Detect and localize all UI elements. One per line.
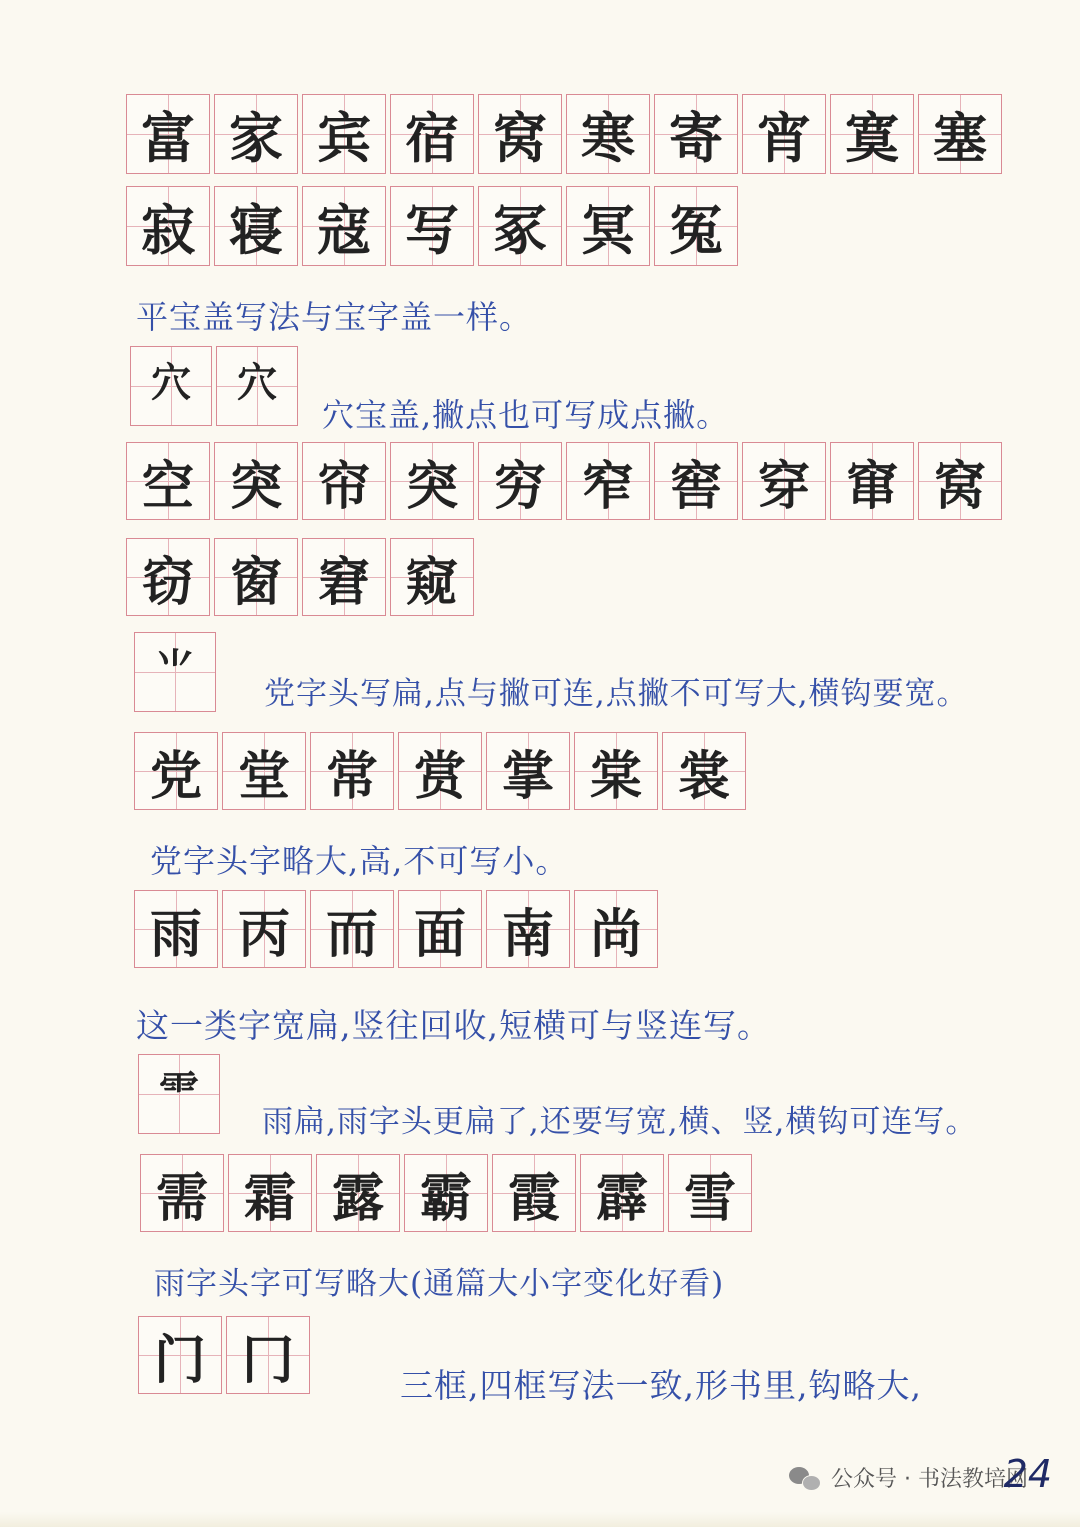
character-cell: 霹 <box>580 1154 664 1232</box>
character-cell: 党 <box>134 732 218 810</box>
character-cell: 窥 <box>390 538 474 616</box>
radical-cell: ⺌ <box>134 632 216 712</box>
character-cell: 宾 <box>302 94 386 174</box>
character-cell: 窗 <box>214 538 298 616</box>
character-cell: 窝 <box>918 442 1002 520</box>
character-cell: 堂 <box>222 732 306 810</box>
character-cell: 宿 <box>390 94 474 174</box>
character-cell: 棠 <box>574 732 658 810</box>
character-cell: 裳 <box>662 732 746 810</box>
note-6: 雨扁,雨字头更扁了,还要写宽,横、竖,横钩可连写。 <box>262 1104 978 1140</box>
character-cell: 帘 <box>302 442 386 520</box>
character-cell: 窘 <box>302 538 386 616</box>
character-cell: 窝 <box>478 94 562 174</box>
character-cell: 窃 <box>126 538 210 616</box>
character-cell: 尚 <box>574 890 658 968</box>
character-cell: 家 <box>214 94 298 174</box>
radical-cell: 穴 <box>216 346 298 426</box>
character-cell: 而 <box>310 890 394 968</box>
note-1: 平宝盖写法与宝字盖一样。 <box>136 298 533 336</box>
wechat-icon <box>789 1465 821 1491</box>
character-cell: 寄 <box>654 94 738 174</box>
radical-row-3 <box>138 1054 220 1134</box>
character-cell: 雨 <box>134 890 218 968</box>
character-cell: 掌 <box>486 732 570 810</box>
note-7: 雨字头字可写略大(通篇大小字变化好看) <box>154 1266 725 1302</box>
character-cell: 穿 <box>742 442 826 520</box>
character-cell: 窜 <box>830 442 914 520</box>
character-cell: 露 <box>316 1154 400 1232</box>
practice-row-4 <box>126 538 474 616</box>
radical-row-2 <box>134 632 216 712</box>
page-number: 24 <box>1003 1452 1052 1496</box>
note-3: 党字头写扁,点与撇可连,点撇不可写大,横钩要宽。 <box>264 676 969 712</box>
practice-row-3 <box>126 442 1002 520</box>
character-cell: 南 <box>486 890 570 968</box>
character-cell: 冢 <box>478 186 562 266</box>
character-cell: 穷 <box>478 442 562 520</box>
practice-row-5 <box>134 732 746 810</box>
character-cell: 赏 <box>398 732 482 810</box>
character-cell: 霸 <box>404 1154 488 1232</box>
character-cell: 突 <box>214 442 298 520</box>
note-5: 这一类字宽扁,竖往回收,短横可与竖连写。 <box>136 1006 771 1045</box>
radical-cell: ⻗ <box>138 1054 220 1134</box>
note-8: 三框,四框写法一致,形书里,钩略大, <box>400 1366 922 1405</box>
character-cell: 门 <box>138 1316 222 1394</box>
character-cell: 寝 <box>214 186 298 266</box>
character-cell: 突 <box>390 442 474 520</box>
character-cell: 寞 <box>830 94 914 174</box>
character-cell: 霜 <box>228 1154 312 1232</box>
character-cell: 常 <box>310 732 394 810</box>
character-cell: 空 <box>126 442 210 520</box>
watermark-text: 公众号 · 书法教培网 <box>831 1467 1028 1492</box>
character-cell: 丙 <box>222 890 306 968</box>
practice-row-8 <box>138 1316 310 1394</box>
practice-row-1 <box>126 94 1002 174</box>
character-cell: 冤 <box>654 186 738 266</box>
character-cell: 窄 <box>566 442 650 520</box>
character-cell: 写 <box>390 186 474 266</box>
character-cell: 冥 <box>566 186 650 266</box>
character-cell: 面 <box>398 890 482 968</box>
character-cell: 寒 <box>566 94 650 174</box>
radical-row-1 <box>130 346 298 426</box>
character-cell: 寂 <box>126 186 210 266</box>
radical-cell: 穴 <box>130 346 212 426</box>
practice-row-7 <box>140 1154 752 1232</box>
note-4: 党字头字略大,高,不可写小。 <box>150 842 569 880</box>
character-cell: 雪 <box>668 1154 752 1232</box>
practice-row-6 <box>134 890 658 968</box>
character-cell: 窖 <box>654 442 738 520</box>
note-2: 穴宝盖,撇点也可写成点撇。 <box>322 396 730 434</box>
character-cell: 寇 <box>302 186 386 266</box>
page-edge <box>0 1512 1080 1527</box>
character-cell: 富 <box>126 94 210 174</box>
watermark <box>789 1462 1028 1493</box>
practice-row-2 <box>126 186 738 266</box>
character-cell: 霞 <box>492 1154 576 1232</box>
character-cell: 需 <box>140 1154 224 1232</box>
character-cell: 宵 <box>742 94 826 174</box>
character-cell: 塞 <box>918 94 1002 174</box>
character-cell: 冂 <box>226 1316 310 1394</box>
